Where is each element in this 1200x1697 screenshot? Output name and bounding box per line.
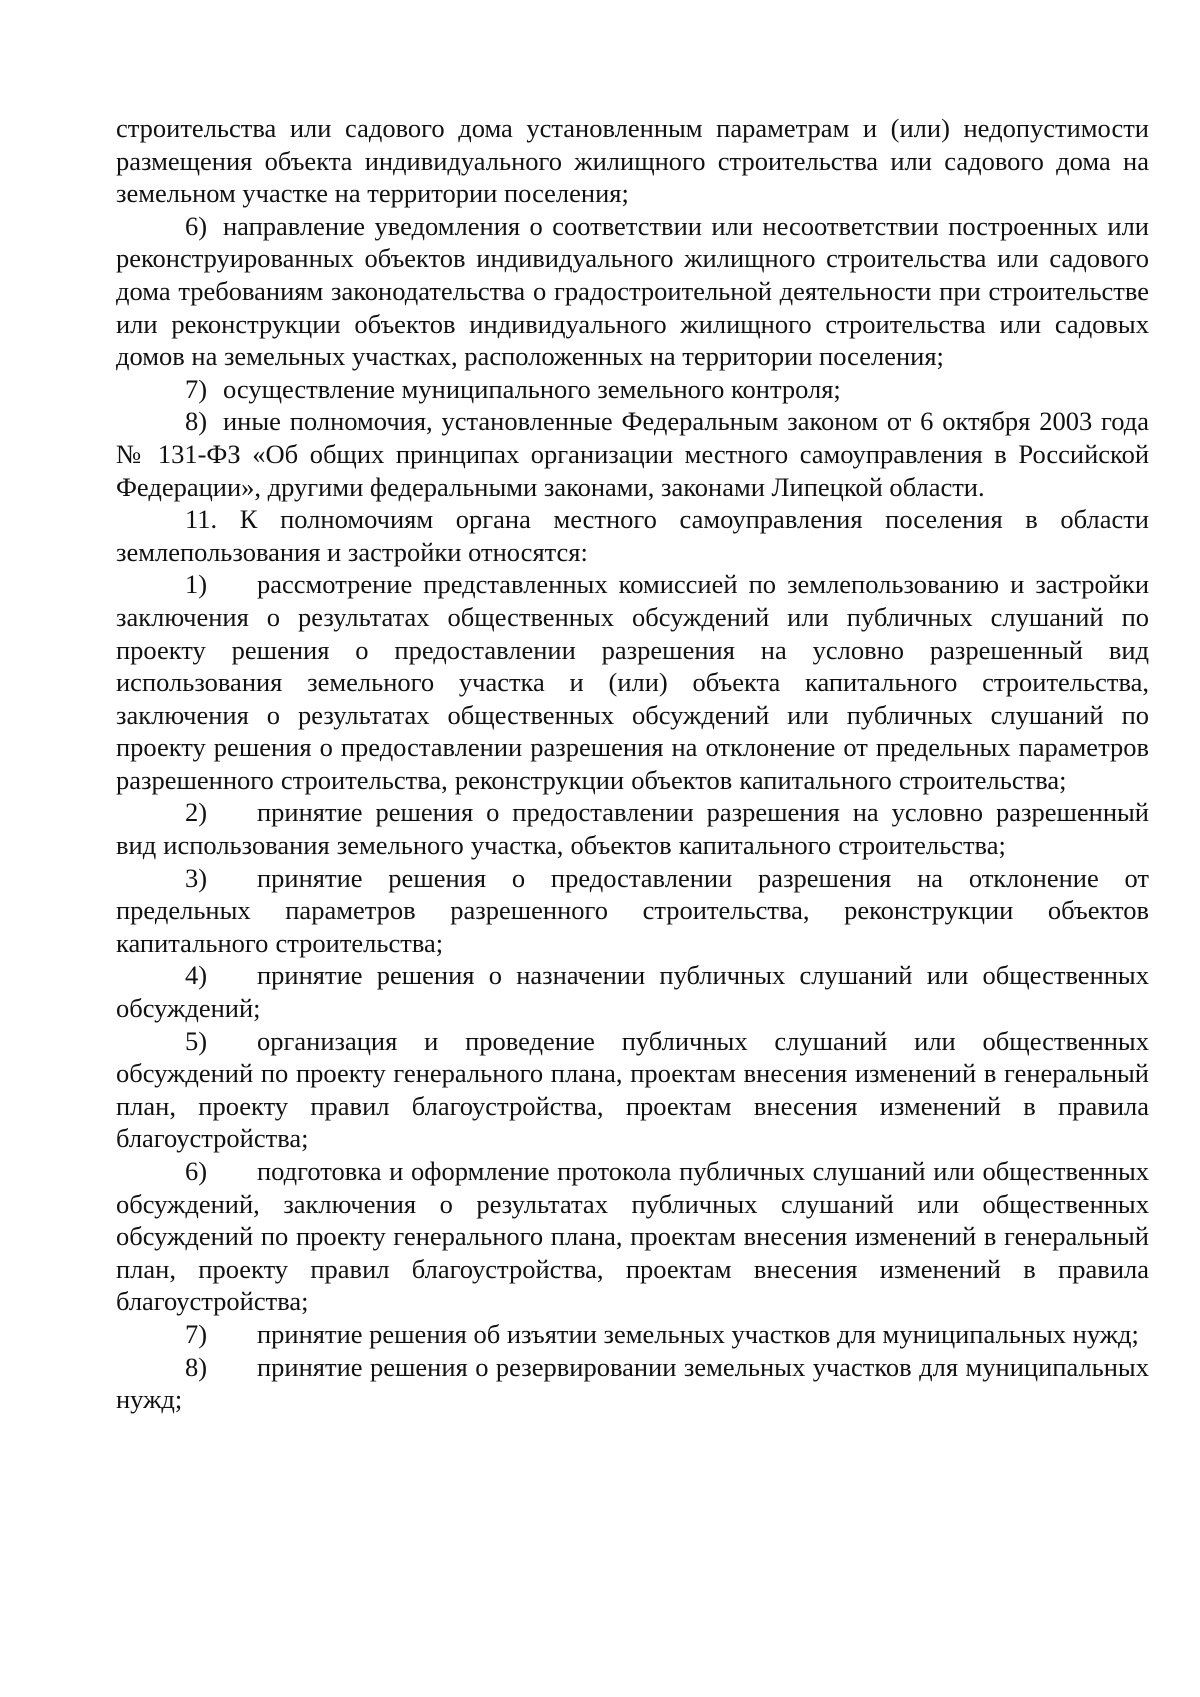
paragraph-text: строительства или садового дома установленным параметрам и (или) недопустимости размещения объекта индивидуального жилищного строительства или садового дома на земельном участке на территории поселения; (116, 113, 1149, 209)
paragraph-text: принятие решения о резервировании земельных участков для муниципальных нужд; (116, 1351, 1149, 1415)
list-item-8-reservation (116, 1351, 1149, 1416)
list-item-number: 5) (185, 1025, 208, 1056)
list-item-number: 6) (185, 210, 208, 241)
paragraph-text: принятие решения о назначении публичных слушаний или общественных обсуждений; (116, 960, 1149, 1024)
paragraph-text: иные полномочия, установленные Федеральным законом от 6 октября 2003 года № 131-ФЗ «Об общих принципах организации местного самоуправления в Российской Федерации», другими федеральными законами, законами Липецкой области. (116, 406, 1149, 502)
section-11-heading (116, 503, 1149, 568)
paragraph-text: принятие решения об изъятии земельных участков для муниципальных нужд; (257, 1318, 1139, 1349)
list-item-7-land-control (116, 373, 1149, 406)
paragraph-continuation (116, 112, 1149, 210)
paragraph-text: 11. К полномочиям органа местного самоуправления поселения в области землепользования и застройки относятся: (116, 504, 1149, 567)
list-item-1-review (116, 568, 1149, 796)
paragraph-text: принятие решения о предоставлении разрешения на условно разрешенный вид использования земельного участка, объектов капитального строительства; (116, 797, 1149, 861)
list-item-number: 4) (185, 960, 208, 991)
list-item-3-permit-deviation (116, 862, 1149, 960)
list-item-number: 3) (185, 862, 208, 893)
list-item-7-seizure (116, 1318, 1149, 1351)
paragraph-text: осуществление муниципального земельного контроля; (223, 373, 841, 404)
list-item-number: 1) (185, 569, 208, 600)
document-body (116, 112, 1149, 1416)
list-item-4-hearings (116, 959, 1149, 1024)
list-item-number: 7) (185, 373, 208, 404)
list-item-5-organization (116, 1025, 1149, 1155)
list-item-number: 2) (185, 797, 208, 828)
list-item-6-notification (116, 210, 1149, 373)
paragraph-text: направление уведомления о соответствии или несоответствии построенных или реконструированных объектов индивидуального жилищного строительства или садового дома требованиям законодательства о градостроительной деятельности при строительстве или реконструкции объектов индивидуального жилищного строительства или садовых домов на земельных участках, расположенных на территории поселения; (116, 210, 1149, 372)
list-item-2-permit-use (116, 796, 1149, 861)
list-item-8-other-powers (116, 405, 1149, 503)
list-item-number: 7) (185, 1318, 208, 1349)
list-item-6-protocol (116, 1155, 1149, 1318)
paragraph-text: организация и проведение публичных слушаний или общественных обсуждений по проекту генерального плана, проектам внесения изменений в генеральный план, проекту правил благоустройства, проектам внесения изменений в правила благоустройства; (116, 1025, 1149, 1154)
paragraph-text: подготовка и оформление протокола публичных слушаний или общественных обсуждений, заключения о результатах публичных слушаний или общественных обсуждений по проекту генерального плана, проектам внесения изменений в генеральный план, проекту правил благоустройства, проектам внесения изменений в правила благоустройства; (116, 1156, 1149, 1317)
list-item-number: 8) (185, 406, 208, 437)
list-item-number: 8) (185, 1351, 208, 1382)
paragraph-text: принятие решения о предоставлении разрешения на отклонение от предельных параметров разрешенного строительства, реконструкции объектов капитального строительства; (116, 862, 1149, 958)
paragraph-text: рассмотрение представленных комиссией по землепользованию и застройки заключения о результатах общественных обсуждений или публичных слушаний по проекту решения о предоставлении разрешения на условно разрешенный вид использования земельного участка и (или) объекта капитального строительства, заключения о результатах общественных обсуждений или публичных слушаний по проекту решения о предоставлении разрешения на отклонение от предельных параметров разрешенного строительства, реконструкции объектов капитального строительства; (116, 569, 1149, 795)
list-item-number: 6) (185, 1156, 208, 1186)
